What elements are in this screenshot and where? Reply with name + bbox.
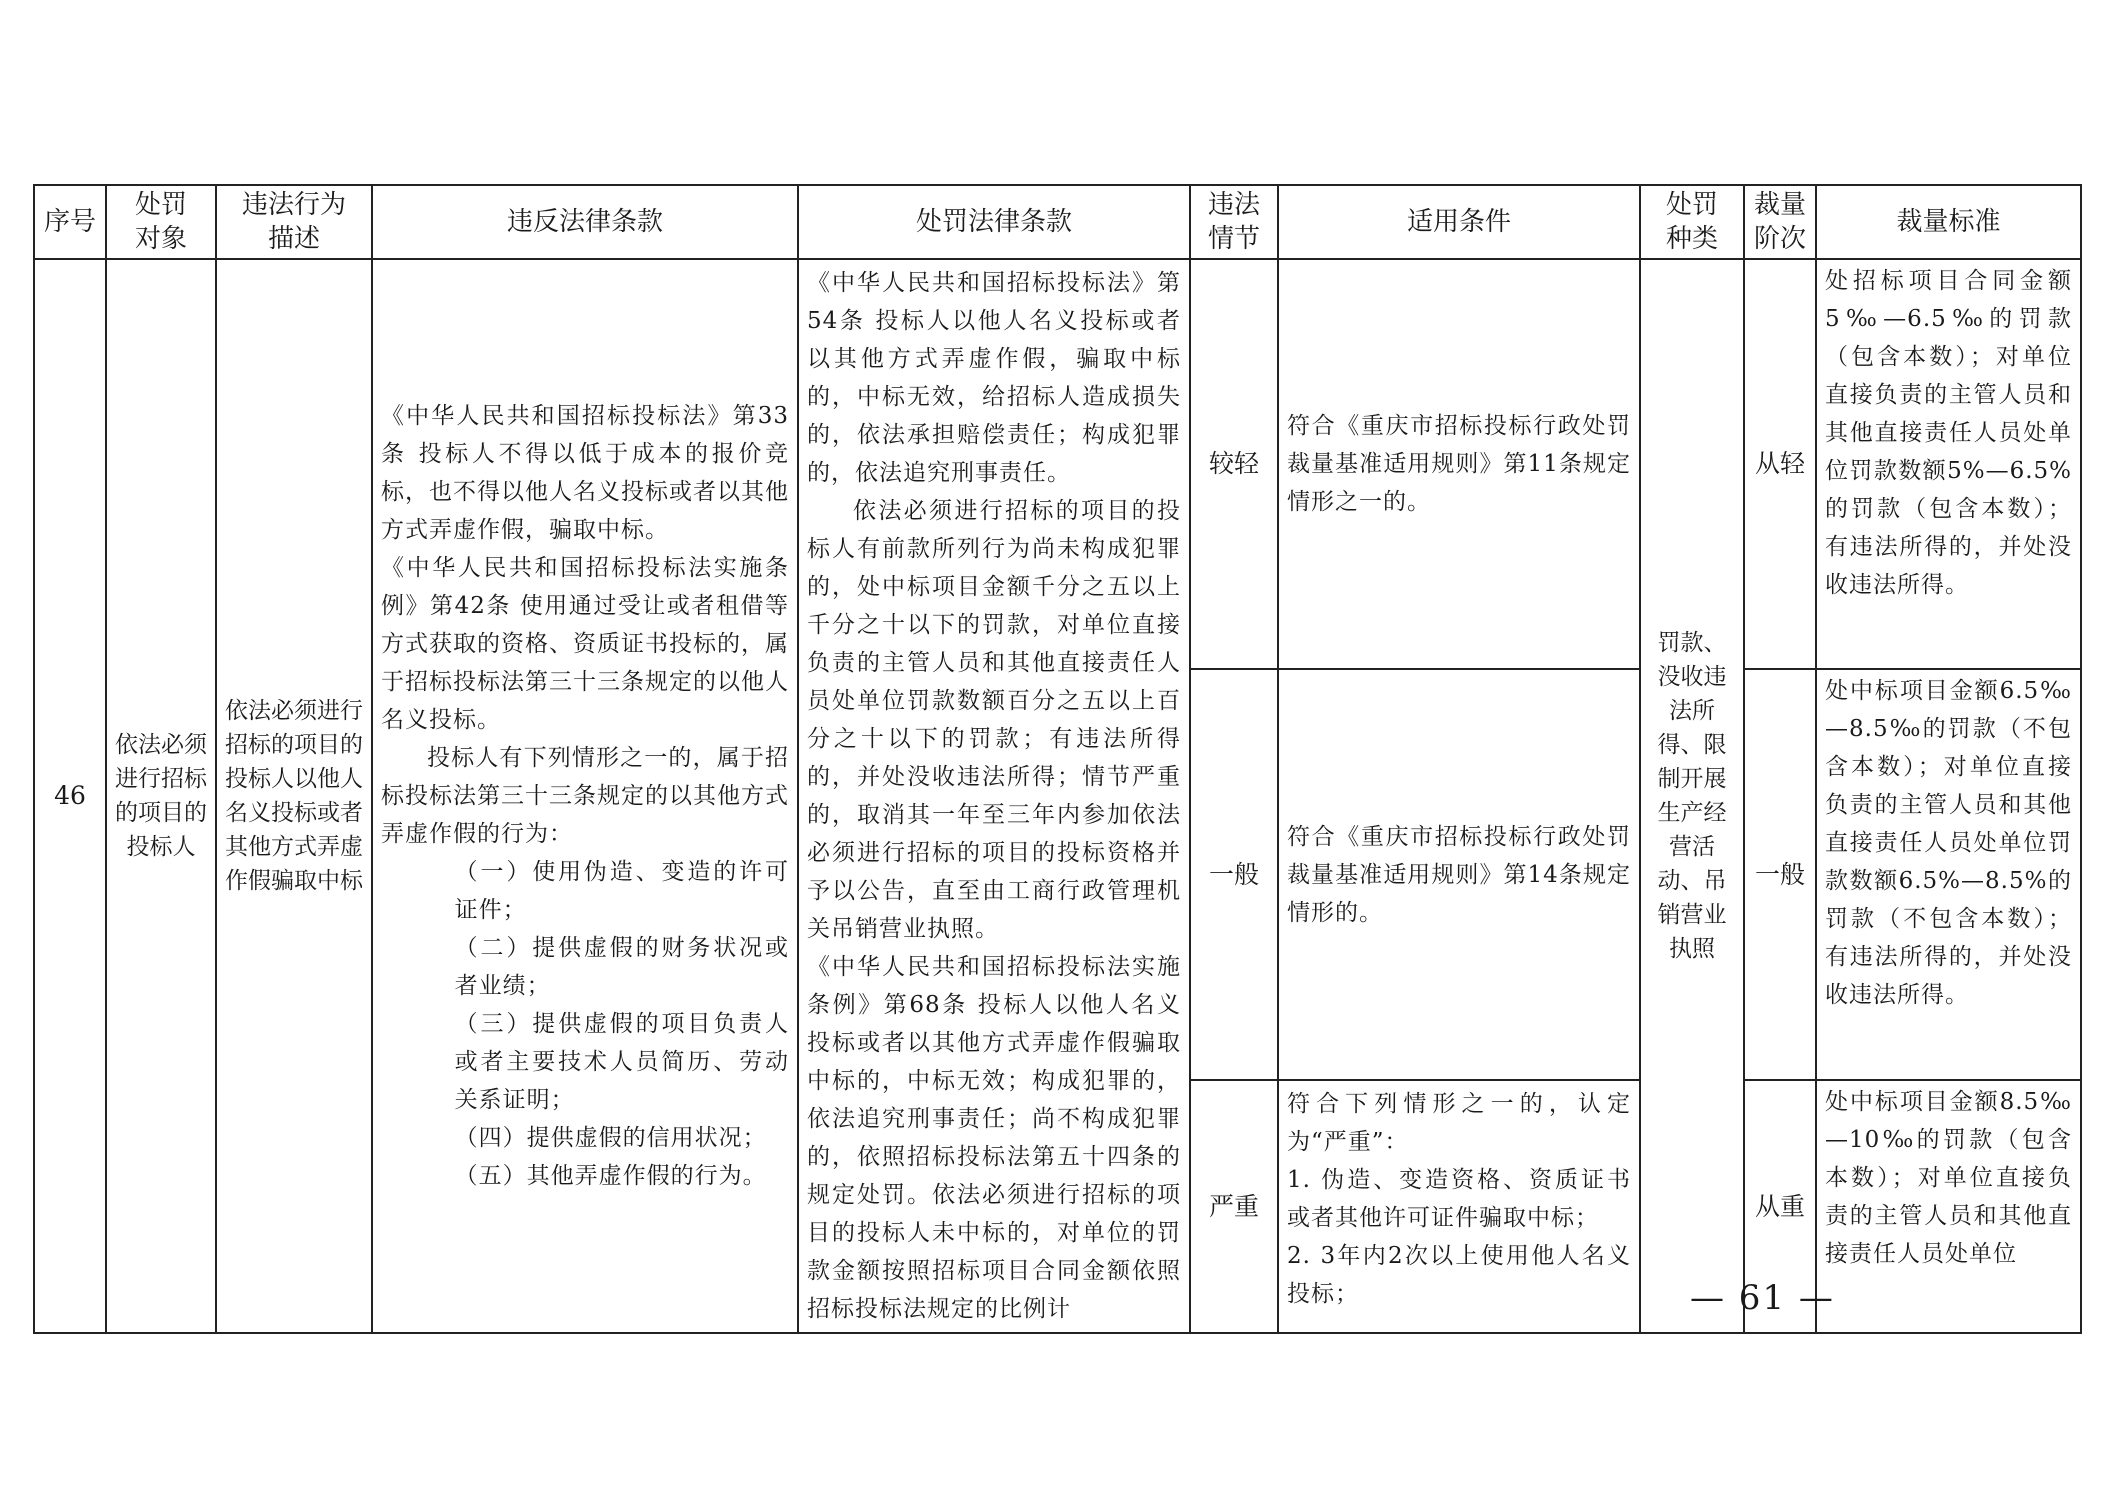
violated-law-p1: 《中华人民共和国招标投标法》第33条 投标人不得以低于成本的报价竞标，也不得以他人名义投标或者以其他方式弄虚作假，骗取中标。 xyxy=(381,403,789,543)
row-penalty-type: 罚款、没收违法所得、限制开展生产经营活动、吊销营业执照 xyxy=(1640,259,1744,1333)
violated-law-item-5: （五）其他弄虚作假的行为。 xyxy=(454,1163,767,1189)
violated-law-item-2: （二）提供虚假的财务状况或者业绩； xyxy=(454,935,789,999)
header-row xyxy=(34,185,2081,259)
standard-light: 处招标项目合同金额5‰—6.5‰的罚款（包含本数）；对单位直接负责的主管人员和其他直接责任人员处单位罚款数额5%—6.5%的罚款（包含本数）；有违法所得的，并处没收违法所得。 xyxy=(1816,259,2081,669)
violated-law-p3: 投标人有下列情形之一的，属于招标投标法第三十三条规定的以其他方式弄虚作假的行为： xyxy=(381,745,789,847)
penalty-law-p2: 依法必须进行招标的项目的投标人有前款所列行为尚未构成犯罪的，处中标项目金额千分之五以上千分之十以下的罚款，对单位直接负责的主管人员和其他直接责任人员处单位罚款数额百分之五以上百分之十以下的罚款；有违法所得的，并处没收违法所得；情节严重的，取消其一年至三年内参加依法必须进行招标的项目的投标资格并予以公告，直至由工商行政管理机关吊销营业执照。 xyxy=(807,498,1181,942)
header-tier: 裁量 阶次 xyxy=(1744,185,1816,259)
header-severity: 违法 情节 xyxy=(1190,185,1278,259)
penalty-law-p1: 《中华人民共和国招标投标法》第54条 投标人以他人名义投标或者以其他方式弄虚作假，骗取中标的，中标无效，给招标人造成损失的，依法承担赔偿责任；构成犯罪的，依法追究刑事责任。 xyxy=(807,270,1181,486)
header-target: 处罚 对象 xyxy=(106,185,216,259)
header-seq: 序号 xyxy=(34,185,106,259)
row-penalty-law xyxy=(798,259,1190,1333)
page-number: — 61 — xyxy=(1690,1278,1835,1318)
row-behavior: 依法必须进行招标的项目的投标人以他人名义投标或者其他方式弄虚作假骗取中标 xyxy=(216,259,372,1333)
condition-serious-intro: 符合下列情形之一的，认定为“严重”： xyxy=(1287,1091,1631,1156)
tier-general: 一般 xyxy=(1744,669,1816,1080)
violated-law-item-3: （三）提供虚假的项目负责人或者主要技术人员简历、劳动关系证明； xyxy=(454,1011,789,1113)
condition-serious-item-2: 2. 3年内2次以上使用他人名义投标； xyxy=(1287,1243,1631,1308)
severity-light: 较轻 xyxy=(1190,259,1278,669)
tier-light: 从轻 xyxy=(1744,259,1816,669)
condition-light: 符合《重庆市招标投标行政处罚裁量基准适用规则》第11条规定情形之一的。 xyxy=(1278,259,1640,669)
header-violated-law: 违反法律条款 xyxy=(372,185,798,259)
header-penalty-type: 处罚 种类 xyxy=(1640,185,1744,259)
condition-serious xyxy=(1278,1080,1640,1333)
tier-serious: 从重 xyxy=(1744,1080,1816,1333)
severity-general: 一般 xyxy=(1190,669,1278,1080)
header-condition: 适用条件 xyxy=(1278,185,1640,259)
header-behavior: 违法行为 描述 xyxy=(216,185,372,259)
standard-serious: 处中标项目金额8.5‰—10‰的罚款（包含本数）；对单位直接负责的主管人员和其他直接责任人员处单位 xyxy=(1816,1080,2081,1333)
violated-law-item-4: （四）提供虚假的信用状况； xyxy=(454,1125,767,1151)
row-violated-law xyxy=(372,259,798,1333)
violated-law-p2: 《中华人民共和国招标投标法实施条例》第42条 使用通过受让或者租借等方式获取的资格、资质证书投标的，属于招标投标法第三十三条规定的以他人名义投标。 xyxy=(381,555,789,733)
header-penalty-law: 处罚法律条款 xyxy=(798,185,1190,259)
header-standard: 裁量标准 xyxy=(1816,185,2081,259)
row-target: 依法必须进行招标的项目的投标人 xyxy=(106,259,216,1333)
condition-general: 符合《重庆市招标投标行政处罚裁量基准适用规则》第14条规定情形的。 xyxy=(1278,669,1640,1080)
row-seq: 46 xyxy=(34,259,106,1333)
condition-serious-item-1: 1. 伪造、变造资格、资质证书或者其他许可证件骗取中标； xyxy=(1287,1167,1631,1232)
table-row-light xyxy=(34,259,2081,669)
severity-serious: 严重 xyxy=(1190,1080,1278,1333)
penalty-standard-table xyxy=(33,184,2082,1334)
violated-law-item-1: （一）使用伪造、变造的许可证件； xyxy=(454,859,789,923)
penalty-law-p3: 《中华人民共和国招标投标法实施条例》第68条 投标人以他人名义投标或者以其他方式弄虚作假骗取中标的，中标无效；构成犯罪的，依法追究刑事责任；尚不构成犯罪的，依照招标投标法第五十四条的规定处罚。依法必须进行招标的项目的投标人未中标的，对单位的罚款金额按照招标项目合同金额依照招标投标法规定的比例计 xyxy=(807,954,1181,1322)
standard-general: 处中标项目金额6.5‰—8.5‰的罚款（不包含本数）；对单位直接负责的主管人员和其他直接责任人员处单位罚款数额6.5%—8.5%的罚款（不包含本数）；有违法所得的，并处没收违法所得。 xyxy=(1816,669,2081,1080)
